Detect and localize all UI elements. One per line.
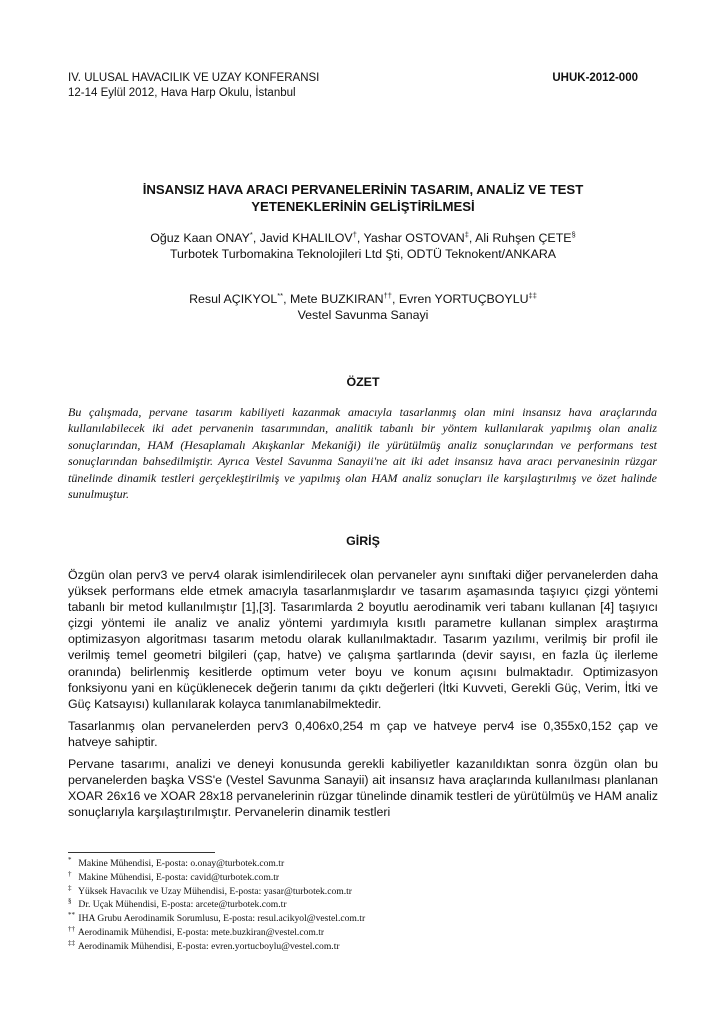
footnote-mark: ** <box>277 291 284 300</box>
author-name: , Yashar OSTOVAN <box>356 231 465 245</box>
footnote: ‡‡ Aerodinamik Mühendisi, E-posta: evren.yortucboylu@vestel.com.tr <box>68 938 340 952</box>
conference-header <box>68 71 319 101</box>
footnote-mark: § <box>571 230 576 239</box>
footnote-mark: ‡ <box>464 230 469 239</box>
author-name: , Ali Ruhşen ÇETE <box>468 231 572 245</box>
author-name: Oğuz Kaan ONAY <box>150 231 250 245</box>
footnote: § Dr. Uçak Mühendisi, E-posta: arcete@turbotek.com.tr <box>68 897 287 911</box>
paper-title-line-1: İNSANSIZ HAVA ARACI PERVANELERİNİN TASARIM, ANALİZ VE TEST <box>142 182 584 197</box>
conference-name: IV. ULUSAL HAVACILIK VE UZAY KONFERANSI <box>68 72 320 84</box>
introduction-heading: GİRİŞ <box>346 534 380 548</box>
footnote-mark: † <box>352 230 357 239</box>
abstract-heading: ÖZET <box>346 375 380 389</box>
footnote-text: IHA Grubu Aerodinamik Sorumlusu, E-posta: resul.acikyol@vestel.com.tr <box>78 913 366 925</box>
footnote-mark: * <box>249 230 253 239</box>
footnote-text: Makine Mühendisi, E-posta: cavid@turbotek.com.tr <box>78 871 280 883</box>
author-name: , Mete BUZKIRAN <box>283 292 384 306</box>
paper-id: UHUK-2012-000 <box>552 72 638 84</box>
author-affiliation: Turbotek Turbomakina Teknolojileri Ltd Şti, ODTÜ Teknokent/ANKARA <box>169 247 557 261</box>
author-group-turbotek <box>68 230 658 262</box>
paper-title <box>68 181 658 215</box>
footnote-text: Yüksek Havacılık ve Uzay Mühendisi, E-posta: yasar@turbotek.com.tr <box>78 885 352 897</box>
footnote-text: Aerodinamik Mühendisi, E-posta: mete.buzkiran@vestel.com.tr <box>77 926 325 938</box>
footnote-text: Dr. Uçak Mühendisi, E-posta: arcete@turbotek.com.tr <box>78 899 287 911</box>
author-affiliation: Vestel Savunma Sanayi <box>297 308 429 322</box>
author-group-vestel <box>68 291 658 323</box>
body-paragraph: Tasarlanmış olan pervanelerden perv3 0,406x0,254 m çap ve hatveye perv4 ise 0,355x0,152 çap ve hatveye sahiptir. <box>68 718 658 749</box>
body-paragraph: Pervane tasarımı, analizi ve deneyi konusunda gerekli kabiliyetler kazanıldıktan sonra özgün olan bu pervanelerden başka VSS'e (Vestel Savunma Sanayii) ait insansız hava araçlarında kullanılması planlanan XOAR 26x16 ve XOAR 28x18 pervanelerinin rüzgar tünelinde dinamik testleri de yürütülmüş ve HAM analiz sonuçlarıyla karşılaştırılmıştır. Pervanelerin dinamik testleri <box>68 757 658 820</box>
author-list <box>68 230 658 246</box>
footnote: ** IHA Grubu Aerodinamik Sorumlusu, E-posta: resul.acikyol@vestel.com.tr <box>68 911 366 925</box>
footnote: * Makine Mühendisi, E-posta: o.onay@turbotek.com.tr <box>68 856 285 869</box>
abstract-text: Bu çalışmada, pervane tasarım kabiliyeti kazanmak amacıyla tasarlanmış olan mini insansız hava araçlarında kullanılabilecek iki adet pervanenin tasarımından, analitik tabanlı bir yöntem kullanılarak yapılmış olan analiz sonuçlarından, HAM (Hesaplamalı Akışkanlar Mekaniği) ile yürütülmüş analiz sonuçlarından ve performans test sonuçlarından bahsedilmiştir. Ayrıca Vestel Savunma Sanayii'ne ait iki adet insansız hava aracı pervanesinin rüzgar tünelinde dinamik testleri gerçekleştirilmiş ve yapılmış olan HAM analiz sonuçları ile karşılaştırılmış ve özet halinde sunulmuştur. <box>68 405 657 502</box>
footnote-text: Aerodinamik Mühendisi, E-posta: evren.yortucboylu@vestel.com.tr <box>77 940 340 952</box>
footnote: † Makine Mühendisi, E-posta: cavid@turbotek.com.tr <box>68 869 280 883</box>
footnotes <box>68 857 365 954</box>
author-name: , Evren YORTUÇBOYLU <box>391 292 529 306</box>
footnote-mark: ‡‡ <box>528 291 537 300</box>
footnote-text: Makine Mühendisi, E-posta: o.onay@turbotek.com.tr <box>78 858 285 869</box>
footnote-mark: †† <box>383 291 392 300</box>
footnote: ‡ Yüksek Havacılık ve Uzay Mühendisi, E-posta: yasar@turbotek.com.tr <box>68 883 352 897</box>
introduction-body <box>68 567 658 826</box>
conference-date-place: 12-14 Eylül 2012, Hava Harp Okulu, İstanbul <box>68 87 296 99</box>
body-paragraph: Özgün olan perv3 ve perv4 olarak isimlendirilecek olan pervaneler aynı sınıftaki diğer pervanelerden daha yüksek performans elde etmek amacıyla tasarlanmışlardır ve tasarım aşamasında taşıyıcı çizgi yöntemi tabanlı bir metod kullanılmıştır [1],[3]. Tasarımlarda 2 boyutlu aerodinamik veri tabanı kullanan [4] taşıyıcı çizgi yöntemi ile analiz ve analiz yöntemi yardımıyla kısıtlı parametre kullanan simplex araştırma optimizasyon algoritması tasarım metodu olarak kullanılmaktadır. Tasarım yazılımı, verilmiş bir profil ile verilmiş temel geometri bilgileri (çap, hatve) ve çalışma şartlarında (devir sayısı, en fazla üç ilerleme oranında) belirlenmiş kesitlerde optimum veter boyu ve konum açısını bulmaktadır. Optimizasyon fonksiyonu yani en küçüklenecek değerin tanımı da çıktı değerleri (İtki Kuvveti, Gerekli Güç, Verim, İtki ve Güç Katsayısı) kullanılarak kolayca tanımlanabilmektedir. <box>68 568 658 711</box>
author-name: , Javid KHALILOV <box>252 231 353 245</box>
author-list <box>68 291 658 307</box>
paper-title-line-2: YETENEKLERİNİN GELİŞTİRİLMESİ <box>251 199 475 214</box>
footnote-separator <box>68 852 215 853</box>
footnote: †† Aerodinamik Mühendisi, E-posta: mete.buzkiran@vestel.com.tr <box>68 924 325 938</box>
author-name: Resul AÇIKYOL <box>189 292 278 306</box>
